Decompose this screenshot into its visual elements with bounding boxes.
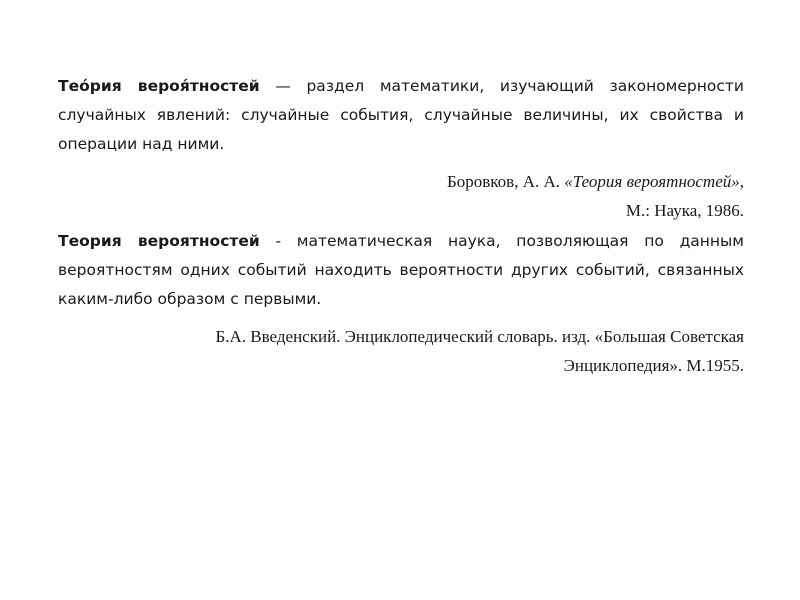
citation-1-author: Боровков, А. А. bbox=[446, 172, 565, 191]
definition-text-2: - математическая наука, позволяющая по данным вероятностям одних событий находить вероятности других событий, связанных каким-либо образом с первыми. bbox=[58, 232, 744, 308]
citation-2-line-2: Энциклопедия». М.1955. bbox=[563, 356, 744, 375]
definition-paragraph-1 bbox=[58, 72, 744, 159]
citation-1-punct: , bbox=[739, 172, 744, 191]
definition-paragraph-2 bbox=[58, 227, 744, 314]
citation-1-title: «Теория вероятностей» bbox=[564, 172, 740, 191]
citation-1 bbox=[58, 167, 744, 225]
citation-2 bbox=[58, 322, 744, 380]
citation-1-line-1 bbox=[58, 167, 744, 196]
definition-text-1: — раздел математики, изучающий закономерности случайных явлений: случайные события, случайные величины, их свойства и операции над ними. bbox=[58, 77, 744, 153]
definition-term-2: Теория вероятностей bbox=[58, 232, 260, 250]
slide-content bbox=[58, 72, 744, 380]
citation-1-line-2: М.: Наука, 1986. bbox=[625, 201, 744, 220]
definition-term-1: Тео́рия вероя́тностей bbox=[58, 77, 260, 95]
citation-2-line-1: Б.А. Введенский. Энциклопедический словарь. изд. «Большая Советская bbox=[215, 327, 744, 346]
